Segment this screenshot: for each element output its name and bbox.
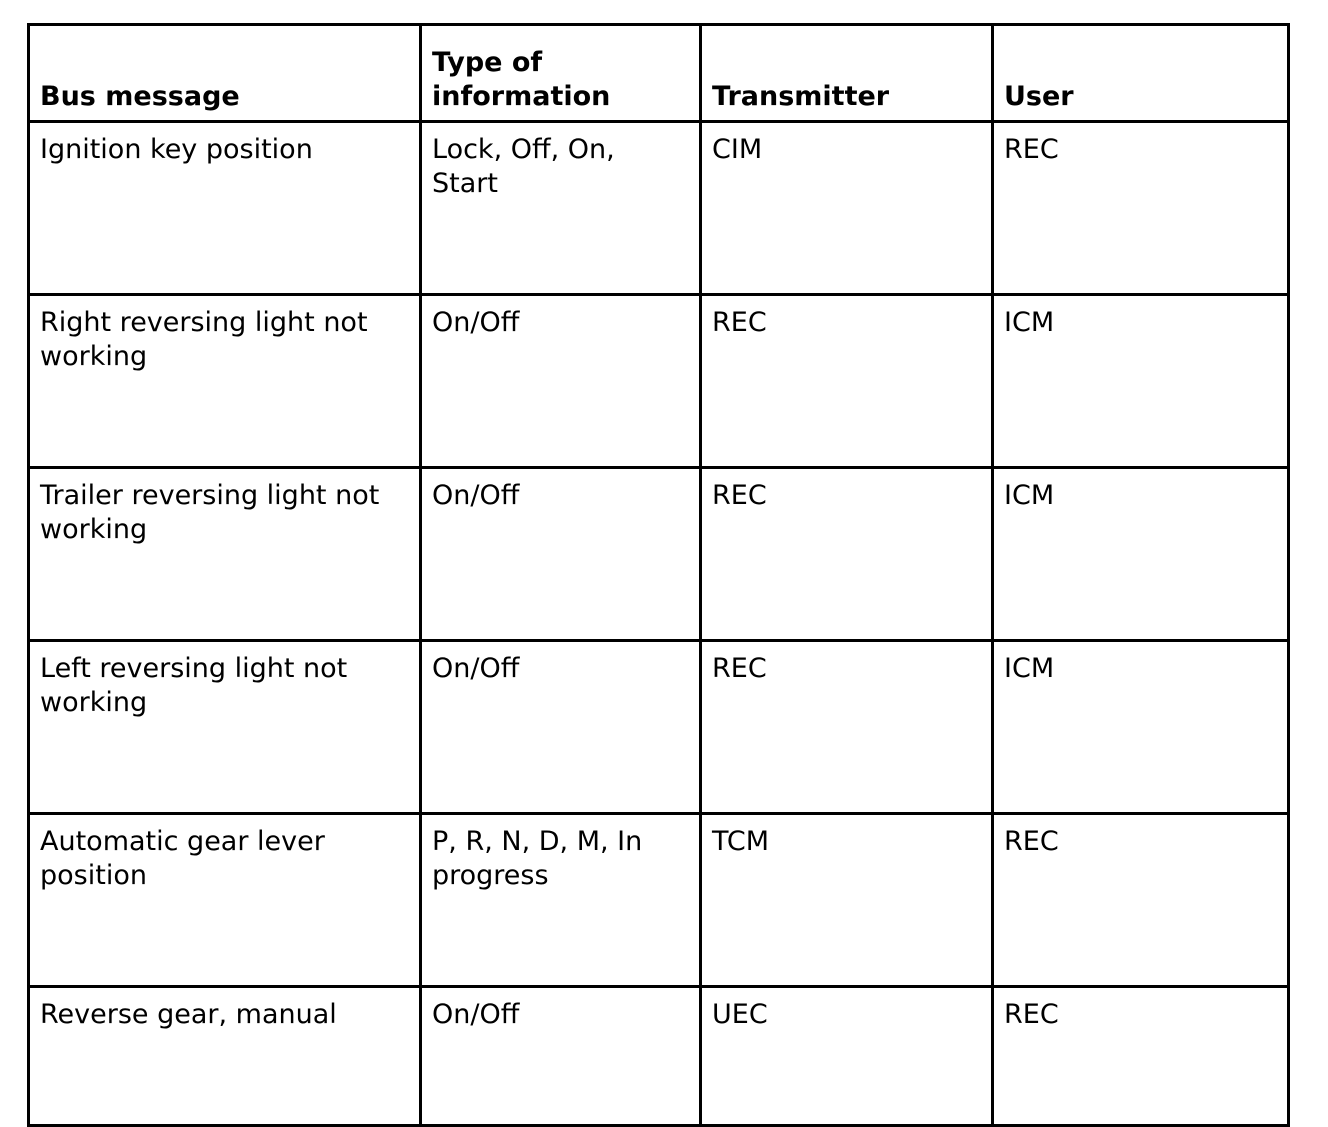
cell-bus-message: Automatic gear lever position [29,814,421,987]
bus-message-table [27,23,1290,1127]
cell-user: REC [993,814,1289,987]
cell-type-of-information: P, R, N, D, M, In progress [421,814,701,987]
header-transmitter: Transmitter [701,25,993,122]
cell-user: REC [993,122,1289,295]
table-row [29,295,1289,468]
table-row [29,814,1289,987]
cell-user: REC [993,987,1289,1126]
header-user: User [993,25,1289,122]
cell-type-of-information: Lock, Off, On, Start [421,122,701,295]
cell-transmitter: REC [701,295,993,468]
cell-transmitter: CIM [701,122,993,295]
table-row [29,987,1289,1126]
cell-bus-message: Ignition key position [29,122,421,295]
cell-type-of-information: On/Off [421,987,701,1126]
cell-transmitter: UEC [701,987,993,1126]
cell-bus-message: Trailer reversing light not working [29,468,421,641]
table-row [29,641,1289,814]
table-header-row [29,25,1289,122]
table-row [29,468,1289,641]
table-row [29,122,1289,295]
cell-type-of-information: On/Off [421,295,701,468]
cell-bus-message: Right reversing light not working [29,295,421,468]
header-bus-message: Bus message [29,25,421,122]
cell-bus-message: Left reversing light not working [29,641,421,814]
cell-user: ICM [993,641,1289,814]
cell-transmitter: REC [701,641,993,814]
cell-type-of-information: On/Off [421,468,701,641]
cell-bus-message: Reverse gear, manual [29,987,421,1126]
header-type-of-information: Type of information [421,25,701,122]
cell-type-of-information: On/Off [421,641,701,814]
cell-transmitter: TCM [701,814,993,987]
cell-transmitter: REC [701,468,993,641]
cell-user: ICM [993,468,1289,641]
cell-user: ICM [993,295,1289,468]
